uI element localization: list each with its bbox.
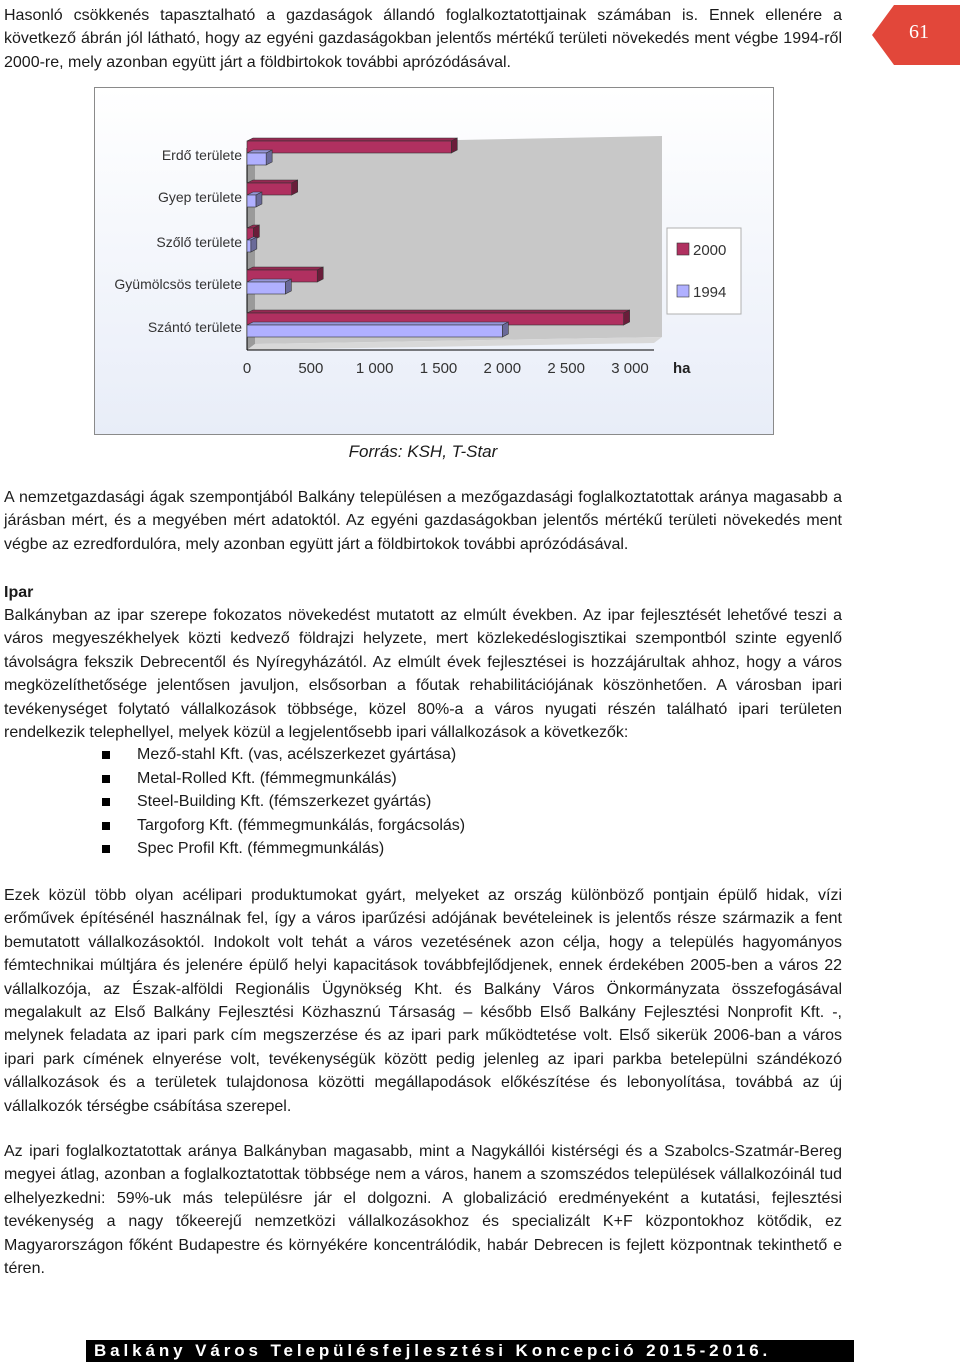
bar-top-1994	[247, 322, 508, 325]
chart-source-caption: Forrás: KSH, T-Star	[348, 442, 498, 461]
bar-chart	[95, 88, 773, 434]
bar-side-2000	[451, 138, 457, 153]
bullet-square-icon	[102, 845, 110, 853]
company-name: Spec Profil Kft. (fémmegmunkálás)	[137, 840, 385, 858]
bullet-square-icon	[102, 775, 110, 783]
section-heading-ipar: Ipar	[4, 584, 34, 601]
page-number: 61	[909, 21, 929, 43]
category-label: Erdő területe	[161, 147, 242, 163]
legend-label-1994: 1994	[693, 284, 727, 301]
x-tick-label: 500	[298, 360, 324, 377]
footer-banner: Balkány Város Településfejlesztési Koncepció 2015-2016.	[86, 1340, 854, 1362]
company-name: Mező-stahl Kft. (vas, acélszerkezet gyártása)	[137, 746, 457, 763]
x-tick-label: 3 000	[611, 360, 649, 377]
bullet-square-icon	[102, 822, 110, 830]
company-name: Targoforg Kft. (fémmegmunkálás, forgácsolás)	[137, 816, 466, 834]
legend-box	[667, 228, 741, 314]
legend-swatch-2000	[677, 243, 689, 255]
bar-side-1994	[256, 192, 262, 207]
bar-1994	[247, 240, 251, 252]
category-label: Szántó területe	[147, 319, 242, 335]
list-item	[100, 767, 465, 791]
company-list	[100, 743, 465, 861]
bar-side-2000	[292, 180, 298, 195]
bar-top-1994	[247, 279, 291, 282]
intro-paragraph: Hasonló csökkenés tapasztalható a gazdaságok állandó foglalkoztatottjainak számában is. Ennek ellenére a következő ábrán jól látható, hogy az egyéni gazdaságokban jelentős mértékű területi növekedés ment végbe 1994-ről 2000-re, mely azonban együtt járt a földbirtokok további aprózódásával.	[4, 7, 842, 71]
bar-top-2000	[247, 180, 298, 183]
bar-top-2000	[247, 138, 457, 141]
category-label: Gyep területe	[157, 189, 242, 205]
bar-side-1994	[502, 322, 508, 337]
x-tick-label: 1 500	[419, 360, 458, 377]
bar-1994	[247, 195, 256, 207]
steel-industry-paragraph: Ezek közül több olyan acélipari produktumokat gyárt, melyeket az ország különböző pontjain épülő hidak, vízi erőművek építésénél használnak fel, így a város iparűzési adójának bevételeinek is jelentős része származik a fent bemutatott vállalkozásoktól. Indokolt volt tehát a város vezetésének azon célja, hogy a település hagyományos fémtechnikai múltjára és jelenére épülő helyi kapacitások továbbfejlődjenek, ennek érdekében 2005-ben a város 22 vállalkozója, az Észak-alföldi Regionális Ügynökség Kht. és Balkány Város Önkormányzata összefogásával megalakult az Első Balkány Fejlesztési Közhasznú Társaság – később Első Balkány Fejlesztési Nonprofit Kft. -, melynek feladata az ipari park cím megszerzése és az ipari park működtetése volt. Első sikerük 2006-ban a város ipari park címének elnyerése volt, tevékenységük között pedig jelenleg az ipari parkba betelepülni szándékozó vállalkozások és a területek tulajdonosa közötti megállapodások előkészítése és lebonyolítása, továbbá az új vállalkozók térségbe csábítása szerepel.	[4, 887, 842, 1115]
category-label: Gyümölcsös területe	[114, 276, 242, 292]
category-label: Szőlő területe	[156, 234, 242, 250]
bar-top-2000	[247, 267, 323, 270]
legend-label-2000: 2000	[693, 242, 727, 259]
bar-side-1994	[251, 237, 257, 252]
bar-2000	[247, 141, 451, 153]
x-tick-label: 1 000	[355, 360, 394, 377]
x-tick-label: 2 000	[483, 360, 522, 377]
bar-side-2000	[624, 310, 630, 325]
bar-1994	[247, 282, 285, 294]
legend-swatch-1994	[677, 285, 689, 297]
list-item	[100, 814, 465, 838]
bullet-square-icon	[102, 798, 110, 806]
bar-1994	[247, 153, 266, 165]
bar-side-1994	[285, 279, 291, 294]
bar-side-2000	[317, 267, 323, 282]
bar-1994	[247, 325, 502, 337]
list-item	[100, 743, 465, 767]
list-item	[100, 837, 465, 861]
employment-paragraph: Az ipari foglalkoztatottak aránya Balkányban magasabb, mint a Nagykállói kistérségi és a Szabolcs-Szatmár-Bereg megyei átlag, azonban a foglalkoztatottak többsége nem a város, hanem a szomszédos települések vállalkozóinál tud elhelyezkedni: 59%-uk más településre jár el dolgozni. A globalizáció eredményeként a kutatási, fejlesztési tevékenység a nagy tőkeerejű nemzetközi vállalkozásokhoz és specializált K+F központokhoz kötődik, ez Magyarországon főként Budapestre és környékére koncentrálódik, habár Debrecen is fejlett központnak tekinthető e téren.	[4, 1143, 842, 1278]
bar-chart-frame	[94, 87, 774, 435]
bar-side-1994	[266, 150, 272, 165]
x-tick-label: 0	[242, 360, 252, 377]
bar-top-2000	[247, 310, 630, 313]
x-unit-label: ha	[673, 360, 691, 377]
company-name: Metal-Rolled Kft. (fémmegmunkálás)	[137, 769, 397, 787]
company-name: Steel-Building Kft. (fémszerkezet gyártás)	[137, 793, 432, 811]
bullet-square-icon	[102, 751, 110, 759]
industry-paragraph: Balkányban az ipar szerepe fokozatos növekedést mutatott az elmúlt években. Az ipar fejlesztését lehetővé teszi a város megyeszékhelyek közti kedvező földrajzi helyzete, mert közlekedéslogisztikai szempontból szinte egyenlő távolságra fekszik Debrecentől és Nyíregyházától. Az elmúlt évek fejlesztései is hozzájárultak ahhoz, hogy a város megközelíthetősége jelentősen javuljon, elsősorban a főutak rehabilitációjának köszönhetően. A városban ipari tevékenységet folytató vállalkozások többsége, közel 80%-a a város nyugati részén található ipari területen rendelkezik telephellyel, melyek közül a legjelentősebb ipari vállalkozások a következők:	[4, 607, 842, 742]
agriculture-paragraph: A nemzetgazdasági ágak szempontjából Balkány településen a mezőgazdasági foglalkoztatottak aránya magasabb a járásban mért, és a megyében mért adatoktól. Az egyéni gazdaságokban jelentős mértékű területi növekedés ment végbe az ezredfordulóra, mely azonban együtt járt a földbirtokok további aprózódásával.	[4, 489, 842, 553]
x-tick-label: 2 500	[547, 360, 585, 377]
list-item	[100, 790, 465, 814]
